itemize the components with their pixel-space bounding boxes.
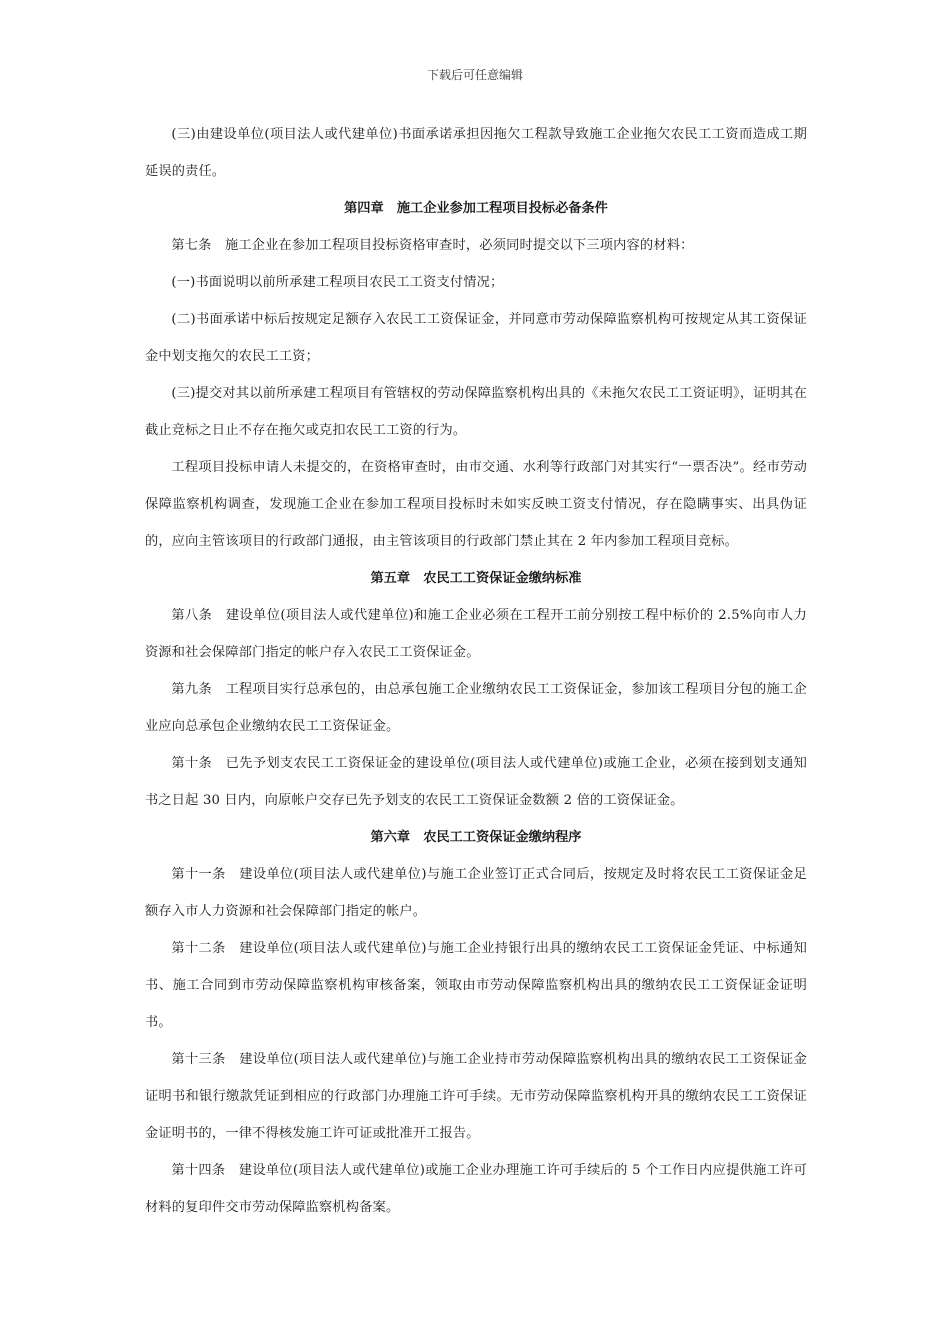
chapter-heading: 第四章 施工企业参加工程项目投标必备条件 (344, 201, 608, 216)
chapter-heading: 第五章 农民工工资保证金缴纳标准 (370, 571, 582, 586)
paragraph: 第十一条 建设单位(项目法人或代建单位)与施工企业签订正式合同后，按规定及时将农民工工资保证金足额存入市人力资源和社会保障部门指定的帐户。 (145, 867, 807, 919)
paragraph: (三)提交对其以前所承建工程项目有管辖权的劳动保障监察机构出具的《未拖欠农民工工资证明》，证明其在截止竞标之日止不存在拖欠或克扣农民工工资的行为。 (145, 386, 807, 438)
paragraph: 第九条 工程项目实行总承包的，由总承包施工企业缴纳农民工工资保证金，参加该工程项目分包的施工企业应向总承包企业缴纳农民工工资保证金。 (145, 682, 807, 734)
paragraph: 工程项目投标申请人未提交的，在资格审查时，由市交通、水利等行政部门对其实行“一票否决”。经市劳动保障监察机构调查，发现施工企业在参加工程项目投标时未如实反映工资支付情况，存在隐瞒事实、出具伪证的，应向主管该项目的行政部门通报，由主管该项目的行政部门禁止其在 2 年内参加工程项目竞标。 (145, 460, 807, 549)
paragraph: (一)书面说明以前所承建工程项目农民工工资支付情况； (171, 275, 504, 290)
paragraph: 第十三条 建设单位(项目法人或代建单位)与施工企业持市劳动保障监察机构出具的缴纳农民工工资保证金证明书和银行缴款凭证到相应的行政部门办理施工许可手续。无市劳动保障监察机构开具的缴纳农民工工资保证金证明书的，一律不得核发施工许可证或批准开工报告。 (145, 1052, 807, 1141)
document-body (145, 116, 807, 1226)
paragraph: (二)书面承诺中标后按规定足额存入农民工工资保证金，并同意市劳动保障监察机构可按规定从其工资保证金中划支拖欠的农民工工资； (145, 312, 807, 364)
paragraph: 第十条 已先予划支农民工工资保证金的建设单位(项目法人或代建单位)或施工企业，必须在接到划支通知书之日起 30 日内，向原帐户交存已先予划支的农民工工资保证金数额 2 倍的工资保证金。 (145, 756, 807, 808)
paragraph: 第七条 施工企业在参加工程项目投标资格审查时，必须同时提交以下三项内容的材料： (171, 238, 694, 253)
chapter-heading: 第六章 农民工工资保证金缴纳程序 (370, 830, 582, 845)
paragraph: 第八条 建设单位(项目法人或代建单位)和施工企业必须在工程开工前分别按工程中标价的 2.5%向市人力资源和社会保障部门指定的帐户存入农民工工资保证金。 (145, 608, 807, 660)
paragraph: (三)由建设单位(项目法人或代建单位)书面承诺承担因拖欠工程款导致施工企业拖欠农民工工资而造成工期延误的责任。 (145, 127, 807, 179)
paragraph: 第十四条 建设单位(项目法人或代建单位)或施工企业办理施工许可手续后的 5 个工作日内应提供施工许可材料的复印件交市劳动保障监察机构备案。 (145, 1163, 807, 1215)
page-header: 下载后可任意编辑 (426, 68, 523, 82)
paragraph: 第十二条 建设单位(项目法人或代建单位)与施工企业持银行出具的缴纳农民工工资保证金凭证、中标通知书、施工合同到市劳动保障监察机构审核备案，领取由市劳动保障监察机构出具的缴纳农民工工资保证金证明书。 (145, 941, 807, 1030)
